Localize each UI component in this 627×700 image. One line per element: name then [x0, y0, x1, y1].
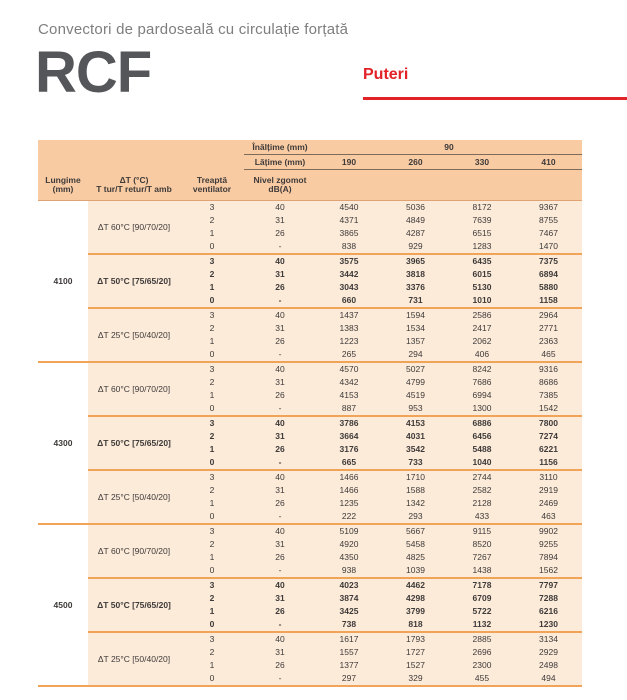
zgomot-cell: 31 — [244, 322, 316, 335]
latime-value: 330 — [449, 155, 515, 170]
value-cell: 6894 — [515, 268, 582, 281]
value-cell: 9115 — [449, 524, 515, 538]
header-spacer — [316, 170, 582, 201]
zgomot-cell: 26 — [244, 389, 316, 402]
value-cell: 6221 — [515, 443, 582, 456]
value-cell: 4031 — [382, 430, 449, 443]
value-cell: 9316 — [515, 362, 582, 376]
zgomot-cell: 26 — [244, 227, 316, 240]
value-cell: 1438 — [449, 564, 515, 578]
value-cell: 7894 — [515, 551, 582, 564]
zgomot-cell: 31 — [244, 430, 316, 443]
treapta-cell: 1 — [180, 335, 244, 348]
zgomot-cell: - — [244, 564, 316, 578]
value-cell: 3134 — [515, 632, 582, 646]
value-cell: 294 — [382, 348, 449, 362]
treapta-cell: 2 — [180, 484, 244, 497]
value-cell: 5722 — [449, 605, 515, 618]
zgomot-cell: - — [244, 510, 316, 524]
inaltime-value: 90 — [316, 140, 582, 155]
value-cell: 7467 — [515, 227, 582, 240]
zgomot-cell: 40 — [244, 416, 316, 430]
zgomot-cell: 26 — [244, 281, 316, 294]
product-code: RCF — [35, 40, 152, 105]
value-cell: 1594 — [382, 308, 449, 322]
inaltime-label: Înălțime (mm) — [244, 140, 316, 155]
value-cell: 2929 — [515, 646, 582, 659]
latime-value: 260 — [382, 155, 449, 170]
treapta-cell: 0 — [180, 348, 244, 362]
value-cell: 7797 — [515, 578, 582, 592]
value-cell: 6515 — [449, 227, 515, 240]
treapta-cell: 3 — [180, 524, 244, 538]
col-header-line: (mm) — [52, 183, 74, 194]
dt-cell: ΔT 25°C [50/40/20] — [88, 470, 180, 524]
zgomot-cell: - — [244, 348, 316, 362]
value-cell: 5880 — [515, 281, 582, 294]
value-cell: 1300 — [449, 402, 515, 416]
value-cell: 3542 — [382, 443, 449, 456]
value-cell: 3043 — [316, 281, 382, 294]
value-cell: 2498 — [515, 659, 582, 672]
value-cell: 738 — [316, 618, 382, 632]
value-cell: 5109 — [316, 524, 382, 538]
latime-value: 410 — [515, 155, 582, 170]
value-cell: 660 — [316, 294, 382, 308]
value-cell: 8242 — [449, 362, 515, 376]
table-body — [38, 201, 582, 687]
section-title: Puteri — [363, 66, 409, 83]
value-cell: 494 — [515, 672, 582, 686]
treapta-cell: 2 — [180, 214, 244, 227]
value-cell: 4799 — [382, 376, 449, 389]
value-cell: 731 — [382, 294, 449, 308]
value-cell: 2582 — [449, 484, 515, 497]
value-cell: 4825 — [382, 551, 449, 564]
value-cell: 2919 — [515, 484, 582, 497]
value-cell: 8755 — [515, 214, 582, 227]
zgomot-cell: 40 — [244, 201, 316, 215]
latime-value: 190 — [316, 155, 382, 170]
treapta-cell: 1 — [180, 551, 244, 564]
value-cell: 3818 — [382, 268, 449, 281]
zgomot-cell: 40 — [244, 632, 316, 646]
value-cell: 953 — [382, 402, 449, 416]
value-cell: 1223 — [316, 335, 382, 348]
dt-cell: ΔT 50°C [75/65/20] — [88, 416, 180, 470]
value-cell: 4462 — [382, 578, 449, 592]
zgomot-cell: 26 — [244, 659, 316, 672]
value-cell: 1466 — [316, 484, 382, 497]
zgomot-cell: 40 — [244, 362, 316, 376]
treapta-cell: 3 — [180, 578, 244, 592]
treapta-cell: 1 — [180, 227, 244, 240]
value-cell: 1132 — [449, 618, 515, 632]
value-cell: 929 — [382, 240, 449, 254]
treapta-cell: 0 — [180, 510, 244, 524]
section-underline — [363, 97, 627, 100]
dt-cell: ΔT 25°C [50/40/20] — [88, 308, 180, 362]
treapta-cell: 1 — [180, 389, 244, 402]
value-cell: 1588 — [382, 484, 449, 497]
value-cell: 7274 — [515, 430, 582, 443]
value-cell: 2771 — [515, 322, 582, 335]
zgomot-cell: 31 — [244, 538, 316, 551]
header-row-inaltime — [38, 140, 582, 155]
value-cell: 1710 — [382, 470, 449, 484]
value-cell: 4849 — [382, 214, 449, 227]
value-cell: 265 — [316, 348, 382, 362]
value-cell: 5488 — [449, 443, 515, 456]
value-cell: 1010 — [449, 294, 515, 308]
value-cell: 2696 — [449, 646, 515, 659]
value-cell: 1357 — [382, 335, 449, 348]
header-row-columns — [38, 170, 582, 201]
value-cell: 465 — [515, 348, 582, 362]
treapta-cell: 3 — [180, 362, 244, 376]
col-header-line: dB(A) — [268, 184, 292, 194]
value-cell: 1793 — [382, 632, 449, 646]
treapta-cell: 2 — [180, 322, 244, 335]
header-corner — [38, 140, 244, 155]
treapta-cell: 3 — [180, 416, 244, 430]
zgomot-cell: 26 — [244, 497, 316, 510]
value-cell: 1557 — [316, 646, 382, 659]
treapta-cell: 2 — [180, 376, 244, 389]
table-row — [38, 416, 582, 430]
table-row — [38, 308, 582, 322]
value-cell: 6015 — [449, 268, 515, 281]
value-cell: 2586 — [449, 308, 515, 322]
col-header-line: Lungime — [45, 174, 81, 185]
value-cell: 7385 — [515, 389, 582, 402]
zgomot-cell: 40 — [244, 308, 316, 322]
value-cell: 7639 — [449, 214, 515, 227]
value-cell: 5667 — [382, 524, 449, 538]
value-cell: 1039 — [382, 564, 449, 578]
value-cell: 2885 — [449, 632, 515, 646]
value-cell: 7375 — [515, 254, 582, 268]
value-cell: 3664 — [316, 430, 382, 443]
value-cell: 8686 — [515, 376, 582, 389]
value-cell: 4298 — [382, 592, 449, 605]
value-cell: 1534 — [382, 322, 449, 335]
table-row — [38, 578, 582, 592]
value-cell: 4153 — [382, 416, 449, 430]
dt-cell: ΔT 50°C [75/65/20] — [88, 578, 180, 632]
value-cell: 1235 — [316, 497, 382, 510]
value-cell: 1562 — [515, 564, 582, 578]
value-cell: 1383 — [316, 322, 382, 335]
value-cell: 3965 — [382, 254, 449, 268]
value-cell: 1156 — [515, 456, 582, 470]
value-cell: 7178 — [449, 578, 515, 592]
value-cell: 3874 — [316, 592, 382, 605]
zgomot-cell: - — [244, 294, 316, 308]
treapta-cell: 0 — [180, 294, 244, 308]
value-cell: 1727 — [382, 646, 449, 659]
value-cell: 838 — [316, 240, 382, 254]
zgomot-cell: 26 — [244, 443, 316, 456]
table-row — [38, 254, 582, 268]
zgomot-cell: - — [244, 240, 316, 254]
zgomot-cell: 40 — [244, 524, 316, 538]
value-cell: 329 — [382, 672, 449, 686]
zgomot-cell: 31 — [244, 484, 316, 497]
treapta-cell: 3 — [180, 470, 244, 484]
value-cell: 4371 — [316, 214, 382, 227]
treapta-cell: 2 — [180, 592, 244, 605]
value-cell: 4023 — [316, 578, 382, 592]
value-cell: 1466 — [316, 470, 382, 484]
value-cell: 4287 — [382, 227, 449, 240]
col-header-treapta — [180, 170, 244, 201]
value-cell: 3110 — [515, 470, 582, 484]
value-cell: 818 — [382, 618, 449, 632]
value-cell: 1377 — [316, 659, 382, 672]
value-cell: 733 — [382, 456, 449, 470]
zgomot-cell: 31 — [244, 376, 316, 389]
value-cell: 5130 — [449, 281, 515, 294]
value-cell: 5458 — [382, 538, 449, 551]
value-cell: 9367 — [515, 201, 582, 215]
table-row — [38, 362, 582, 376]
value-cell: 222 — [316, 510, 382, 524]
value-cell: 4540 — [316, 201, 382, 215]
value-cell: 4570 — [316, 362, 382, 376]
treapta-cell: 1 — [180, 659, 244, 672]
value-cell: 5036 — [382, 201, 449, 215]
value-cell: 1230 — [515, 618, 582, 632]
value-cell: 293 — [382, 510, 449, 524]
zgomot-cell: - — [244, 456, 316, 470]
col-header-dt — [88, 170, 180, 201]
powers-table — [38, 140, 582, 687]
treapta-cell: 3 — [180, 308, 244, 322]
value-cell: 1283 — [449, 240, 515, 254]
value-cell: 3176 — [316, 443, 382, 456]
value-cell: 6216 — [515, 605, 582, 618]
treapta-cell: 2 — [180, 430, 244, 443]
value-cell: 665 — [316, 456, 382, 470]
header-row-latime — [38, 155, 582, 170]
value-cell: 1437 — [316, 308, 382, 322]
dt-cell: ΔT 50°C [75/65/20] — [88, 254, 180, 308]
zgomot-cell: 26 — [244, 551, 316, 564]
value-cell: 4342 — [316, 376, 382, 389]
header-corner — [38, 155, 244, 170]
value-cell: 6994 — [449, 389, 515, 402]
value-cell: 5027 — [382, 362, 449, 376]
col-header-line: Nivel zgomot — [253, 175, 307, 186]
col-header-line: T tur/T retur/T amb — [96, 183, 172, 194]
zgomot-cell: - — [244, 618, 316, 632]
value-cell: 1542 — [515, 402, 582, 416]
zgomot-cell: 26 — [244, 335, 316, 348]
col-header-lungime — [38, 170, 88, 201]
value-cell: 6456 — [449, 430, 515, 443]
dt-cell: ΔT 60°C [90/70/20] — [88, 524, 180, 578]
value-cell: 406 — [449, 348, 515, 362]
value-cell: 2300 — [449, 659, 515, 672]
value-cell: 7686 — [449, 376, 515, 389]
treapta-cell: 0 — [180, 672, 244, 686]
value-cell: 3376 — [382, 281, 449, 294]
value-cell: 4350 — [316, 551, 382, 564]
value-cell: 7267 — [449, 551, 515, 564]
value-cell: 6886 — [449, 416, 515, 430]
treapta-cell: 3 — [180, 632, 244, 646]
treapta-cell: 2 — [180, 268, 244, 281]
value-cell: 4519 — [382, 389, 449, 402]
page-subtitle: Convectori de pardoseală cu circulație forțată — [38, 21, 349, 38]
treapta-cell: 2 — [180, 646, 244, 659]
value-cell: 6435 — [449, 254, 515, 268]
zgomot-cell: 40 — [244, 254, 316, 268]
value-cell: 2363 — [515, 335, 582, 348]
value-cell: 4920 — [316, 538, 382, 551]
value-cell: 3442 — [316, 268, 382, 281]
col-header-line: Treaptă — [196, 174, 228, 185]
value-cell: 3799 — [382, 605, 449, 618]
table-row — [38, 524, 582, 538]
value-cell: 2964 — [515, 308, 582, 322]
dt-cell: ΔT 60°C [90/70/20] — [88, 201, 180, 255]
lungime-cell: 4300 — [38, 362, 88, 524]
treapta-cell: 0 — [180, 618, 244, 632]
value-cell: 1470 — [515, 240, 582, 254]
table-row — [38, 632, 582, 646]
value-cell: 3575 — [316, 254, 382, 268]
col-header-line: ΔT (°C) — [119, 174, 149, 185]
value-cell: 3786 — [316, 416, 382, 430]
zgomot-cell: 31 — [244, 592, 316, 605]
treapta-cell: 1 — [180, 605, 244, 618]
treapta-cell: 2 — [180, 538, 244, 551]
col-header-zgomot — [244, 170, 316, 201]
treapta-cell: 0 — [180, 402, 244, 416]
value-cell: 3865 — [316, 227, 382, 240]
col-header-line: ventilator — [192, 183, 232, 194]
treapta-cell: 0 — [180, 240, 244, 254]
value-cell: 1040 — [449, 456, 515, 470]
treapta-cell: 0 — [180, 456, 244, 470]
value-cell: 1158 — [515, 294, 582, 308]
value-cell: 2744 — [449, 470, 515, 484]
value-cell: 297 — [316, 672, 382, 686]
zgomot-cell: 31 — [244, 214, 316, 227]
value-cell: 1342 — [382, 497, 449, 510]
value-cell: 7288 — [515, 592, 582, 605]
value-cell: 2128 — [449, 497, 515, 510]
treapta-cell: 3 — [180, 201, 244, 215]
lungime-cell: 4500 — [38, 524, 88, 686]
value-cell: 1527 — [382, 659, 449, 672]
dt-cell: ΔT 60°C [90/70/20] — [88, 362, 180, 416]
value-cell: 3425 — [316, 605, 382, 618]
value-cell: 463 — [515, 510, 582, 524]
treapta-cell: 1 — [180, 281, 244, 294]
zgomot-cell: - — [244, 672, 316, 686]
zgomot-cell: - — [244, 402, 316, 416]
value-cell: 887 — [316, 402, 382, 416]
value-cell: 9255 — [515, 538, 582, 551]
table-row — [38, 470, 582, 484]
value-cell: 8520 — [449, 538, 515, 551]
zgomot-cell: 31 — [244, 646, 316, 659]
zgomot-cell: 26 — [244, 605, 316, 618]
value-cell: 2469 — [515, 497, 582, 510]
treapta-cell: 1 — [180, 497, 244, 510]
value-cell: 1617 — [316, 632, 382, 646]
zgomot-cell: 31 — [244, 268, 316, 281]
value-cell: 455 — [449, 672, 515, 686]
value-cell: 2062 — [449, 335, 515, 348]
latime-label: Lățime (mm) — [244, 155, 316, 170]
dt-cell: ΔT 25°C [50/40/20] — [88, 632, 180, 686]
lungime-cell: 4100 — [38, 201, 88, 363]
treapta-cell: 0 — [180, 564, 244, 578]
value-cell: 8172 — [449, 201, 515, 215]
value-cell: 938 — [316, 564, 382, 578]
value-cell: 9902 — [515, 524, 582, 538]
value-cell: 2417 — [449, 322, 515, 335]
treapta-cell: 1 — [180, 443, 244, 456]
value-cell: 433 — [449, 510, 515, 524]
value-cell: 7800 — [515, 416, 582, 430]
value-cell: 4153 — [316, 389, 382, 402]
zgomot-cell: 40 — [244, 578, 316, 592]
zgomot-cell: 40 — [244, 470, 316, 484]
table-row — [38, 201, 582, 215]
value-cell: 6709 — [449, 592, 515, 605]
treapta-cell: 3 — [180, 254, 244, 268]
